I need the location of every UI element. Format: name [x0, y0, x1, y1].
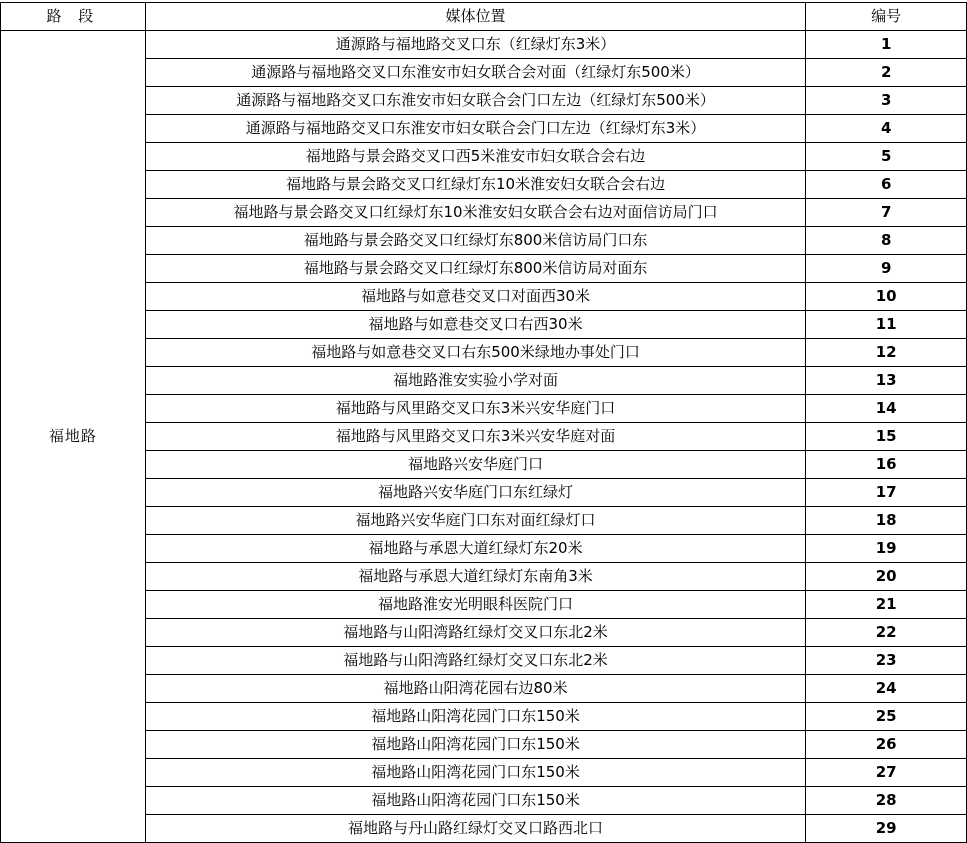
number-cell: 8 — [806, 227, 967, 255]
number-cell: 11 — [806, 311, 967, 339]
number-cell: 17 — [806, 479, 967, 507]
position-cell: 福地路与丹山路红绿灯交叉口路西北口 — [145, 815, 806, 843]
header-road: 路 段 — [1, 3, 146, 31]
position-cell: 福地路与承恩大道红绿灯东20米 — [145, 535, 806, 563]
position-cell: 福地路与山阳湾路红绿灯交叉口东北2米 — [145, 647, 806, 675]
position-cell: 福地路淮安光明眼科医院门口 — [145, 591, 806, 619]
number-cell: 23 — [806, 647, 967, 675]
number-cell: 29 — [806, 815, 967, 843]
number-cell: 6 — [806, 171, 967, 199]
position-cell: 通源路与福地路交叉口东淮安市妇女联合会对面（红绿灯东500米） — [145, 59, 806, 87]
number-cell: 20 — [806, 563, 967, 591]
table-row — [1, 395, 967, 423]
number-cell: 4 — [806, 115, 967, 143]
number-cell: 7 — [806, 199, 967, 227]
table-row — [1, 815, 967, 843]
table-row — [1, 759, 967, 787]
position-cell: 福地路与风里路交叉口东3米兴安华庭门口 — [145, 395, 806, 423]
number-cell: 9 — [806, 255, 967, 283]
table-row — [1, 115, 967, 143]
table-row — [1, 451, 967, 479]
position-cell: 福地路兴安华庭门口 — [145, 451, 806, 479]
number-cell: 1 — [806, 31, 967, 59]
table-row — [1, 591, 967, 619]
table-row — [1, 731, 967, 759]
number-cell: 2 — [806, 59, 967, 87]
table-row — [1, 171, 967, 199]
table-row — [1, 311, 967, 339]
number-cell: 27 — [806, 759, 967, 787]
position-cell: 福地路与景会路交叉口红绿灯东800米信访局门口东 — [145, 227, 806, 255]
position-cell: 福地路山阳湾花园门口东150米 — [145, 703, 806, 731]
table-row — [1, 143, 967, 171]
media-location-table — [0, 2, 967, 843]
number-cell: 19 — [806, 535, 967, 563]
number-cell: 18 — [806, 507, 967, 535]
position-cell: 福地路山阳湾花园右边80米 — [145, 675, 806, 703]
position-cell: 福地路与山阳湾路红绿灯交叉口东北2米 — [145, 619, 806, 647]
table-row — [1, 619, 967, 647]
number-cell: 26 — [806, 731, 967, 759]
header-position: 媒体位置 — [145, 3, 806, 31]
position-cell: 福地路与如意巷交叉口右东500米绿地办事处门口 — [145, 339, 806, 367]
header-row — [1, 3, 967, 31]
table-row — [1, 675, 967, 703]
table-row — [1, 227, 967, 255]
position-cell: 福地路与承恩大道红绿灯东南角3米 — [145, 563, 806, 591]
table-row — [1, 59, 967, 87]
position-cell: 通源路与福地路交叉口东（红绿灯东3米） — [145, 31, 806, 59]
position-cell: 福地路山阳湾花园门口东150米 — [145, 787, 806, 815]
table-row — [1, 563, 967, 591]
position-cell: 福地路与景会路交叉口红绿灯东10米淮安妇女联合会右边 — [145, 171, 806, 199]
number-cell: 21 — [806, 591, 967, 619]
table-row — [1, 199, 967, 227]
table-row — [1, 283, 967, 311]
position-cell: 福地路与景会路交叉口红绿灯东10米淮安妇女联合会右边对面信访局门口 — [145, 199, 806, 227]
number-cell: 24 — [806, 675, 967, 703]
table-row — [1, 507, 967, 535]
position-cell: 福地路与如意巷交叉口右西30米 — [145, 311, 806, 339]
table-body — [1, 31, 967, 843]
position-cell: 福地路山阳湾花园门口东150米 — [145, 731, 806, 759]
position-cell: 福地路淮安实验小学对面 — [145, 367, 806, 395]
table-row — [1, 787, 967, 815]
position-cell: 福地路山阳湾花园门口东150米 — [145, 759, 806, 787]
table-row — [1, 703, 967, 731]
position-cell: 福地路与景会路交叉口西5米淮安市妇女联合会右边 — [145, 143, 806, 171]
number-cell: 25 — [806, 703, 967, 731]
number-cell: 15 — [806, 423, 967, 451]
number-cell: 28 — [806, 787, 967, 815]
position-cell: 福地路兴安华庭门口东对面红绿灯口 — [145, 507, 806, 535]
number-cell: 3 — [806, 87, 967, 115]
header-number: 编号 — [806, 3, 967, 31]
table-row — [1, 367, 967, 395]
number-cell: 13 — [806, 367, 967, 395]
position-cell: 福地路与景会路交叉口红绿灯东800米信访局对面东 — [145, 255, 806, 283]
table-row — [1, 647, 967, 675]
table-row — [1, 31, 967, 59]
road-name-cell: 福地路 — [1, 31, 146, 843]
number-cell: 14 — [806, 395, 967, 423]
table-row — [1, 535, 967, 563]
number-cell: 22 — [806, 619, 967, 647]
table-row — [1, 255, 967, 283]
position-cell: 福地路兴安华庭门口东红绿灯 — [145, 479, 806, 507]
number-cell: 10 — [806, 283, 967, 311]
position-cell: 福地路与如意巷交叉口对面西30米 — [145, 283, 806, 311]
table-row — [1, 423, 967, 451]
table-row — [1, 87, 967, 115]
position-cell: 福地路与风里路交叉口东3米兴安华庭对面 — [145, 423, 806, 451]
position-cell: 通源路与福地路交叉口东淮安市妇女联合会门口左边（红绿灯东500米） — [145, 87, 806, 115]
table-row — [1, 479, 967, 507]
table-row — [1, 339, 967, 367]
position-cell: 通源路与福地路交叉口东淮安市妇女联合会门口左边（红绿灯东3米） — [145, 115, 806, 143]
number-cell: 16 — [806, 451, 967, 479]
number-cell: 12 — [806, 339, 967, 367]
number-cell: 5 — [806, 143, 967, 171]
